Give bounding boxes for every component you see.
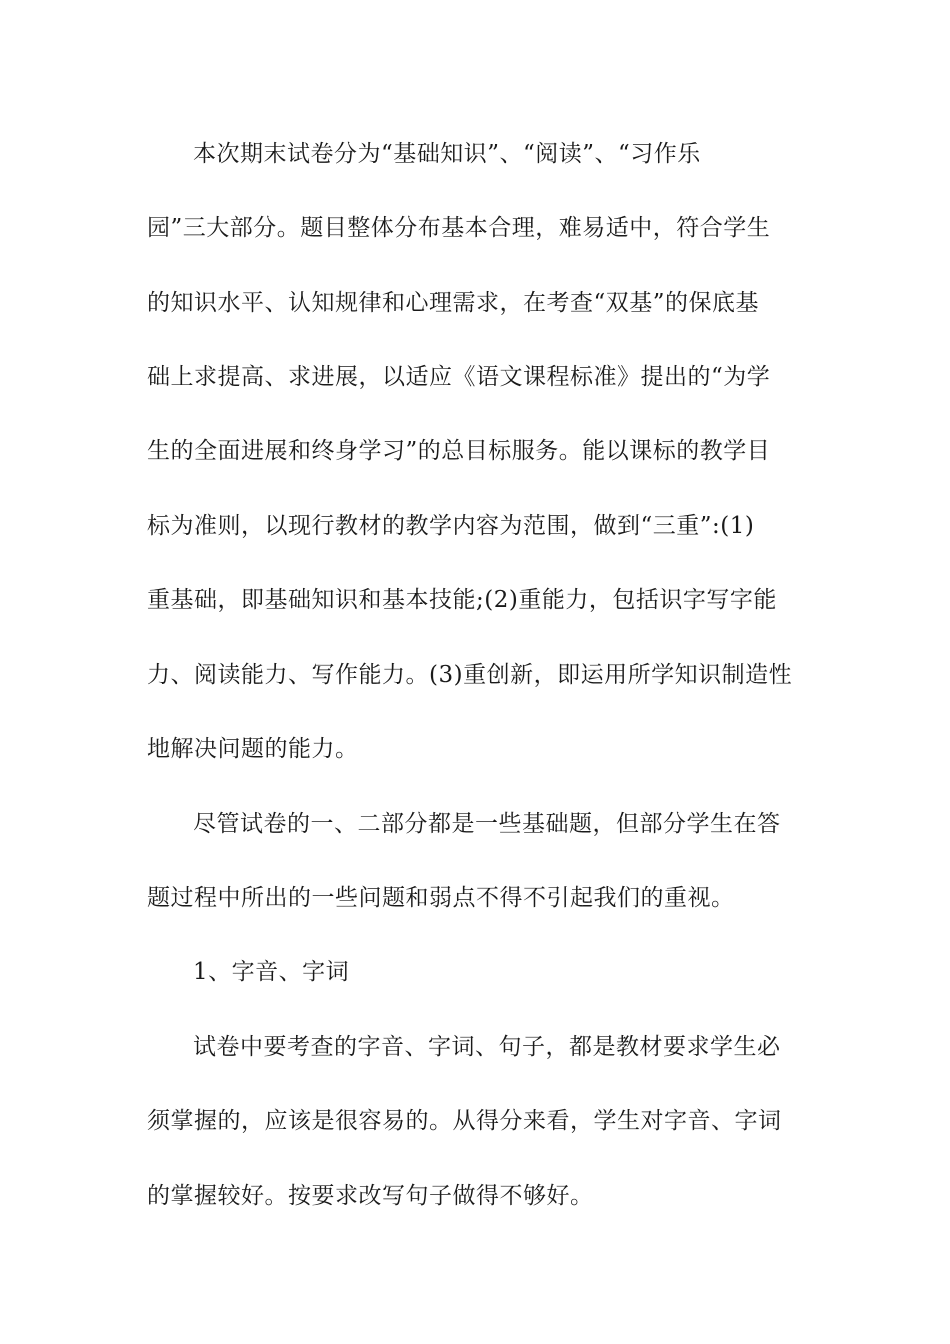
text-line: 须掌握的，应该是很容易的。从得分来看，学生对字音、字词 [147, 1108, 782, 1134]
text-line: 试卷中要考查的字音、字词、句子，都是教材要求学生必 [193, 1034, 781, 1060]
text-line: 地解决问题的能力。 [147, 736, 359, 762]
text-line: 生的全面进展和终身学习”的总目标服务。能以课标的教学目 [147, 438, 771, 464]
text-line: 的掌握较好。按要求改写句子做得不够好。 [147, 1183, 594, 1209]
text-line: 园”三大部分。题目整体分布基本合理，难易适中，符合学生 [147, 215, 771, 241]
text-line: 本次期末试卷分为“基础知识”、“阅读”、“习作乐 [193, 141, 701, 167]
text-line: 力、阅读能力、写作能力。(3)重创新，即运用所学知识制造性 [147, 662, 793, 688]
text-line: 础上求提高、求进展，以适应《语文课程标准》提出的“为学 [147, 364, 771, 390]
text-line: 题过程中所出的一些问题和弱点不得不引起我们的重视。 [147, 885, 735, 911]
text-line: 标为准则，以现行教材的教学内容为范围，做到“三重”:(1) [147, 513, 755, 539]
text-line: 重基础，即基础知识和基本技能;(2)重能力，包括识字写字能 [147, 587, 777, 613]
section-heading: 1、字音、字词 [193, 959, 350, 985]
text-line: 尽管试卷的一、二部分都是一些基础题，但部分学生在答 [193, 811, 781, 837]
text-line: 的知识水平、认知规律和心理需求，在考查“双基”的保底基 [147, 290, 760, 316]
